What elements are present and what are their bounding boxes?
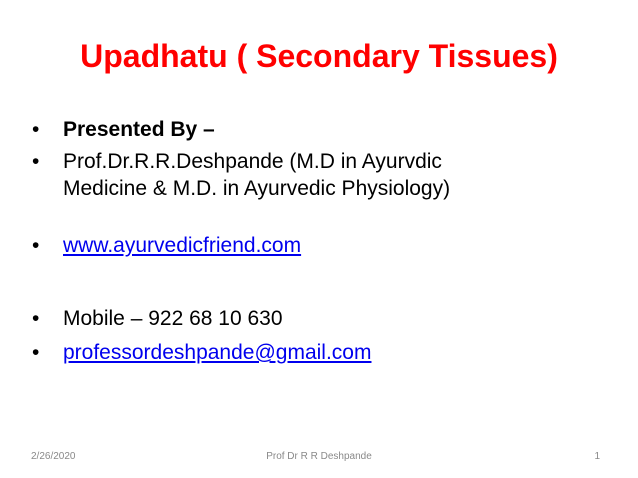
footer-author: Prof Dr R R Deshpande: [266, 451, 372, 462]
bullet-dot: •: [32, 234, 40, 257]
bullet-email: [32, 339, 622, 366]
bullet-dot: •: [32, 150, 40, 173]
mobile-number: Mobile – 922 68 10 630: [63, 307, 283, 330]
credentials-line-1: Prof.Dr.R.R.Deshpande (M.D in Ayurvdic: [63, 150, 442, 173]
bullet-mobile: [32, 305, 622, 332]
bullet-dot: •: [32, 341, 40, 364]
bullet-presenter-credentials: [32, 148, 622, 202]
footer-page-number: 1: [594, 451, 600, 462]
footer-date: 2/26/2020: [31, 451, 76, 462]
bullet-list: [32, 116, 622, 366]
website-link[interactable]: www.ayurvedicfriend.com: [63, 234, 302, 257]
bullet-presented-by: [32, 116, 622, 143]
bullet-dot: •: [32, 118, 40, 141]
presented-by-label: Presented By –: [63, 118, 215, 141]
credentials-line-2: Medicine & M.D. in Ayurvedic Physiology): [63, 177, 451, 200]
bullet-website: [32, 232, 622, 259]
email-link[interactable]: professordeshpande@gmail.com: [63, 341, 372, 364]
bullet-dot: •: [32, 307, 40, 330]
slide-title: Upadhatu ( Secondary Tissues): [80, 38, 558, 74]
